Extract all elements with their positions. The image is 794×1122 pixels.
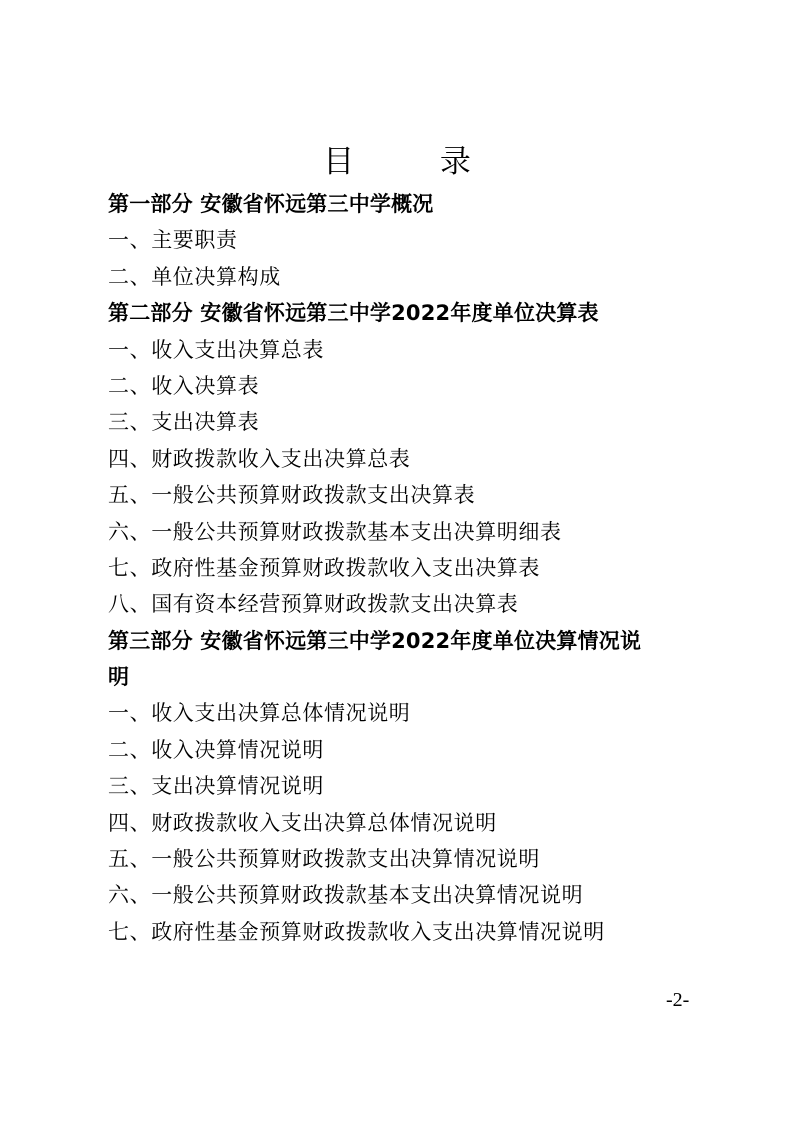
toc-item[interactable]: 四、财政拨款收入支出决算总体情况说明: [108, 810, 497, 835]
table-of-contents: [108, 186, 708, 950]
toc-item[interactable]: 八、国有资本经营预算财政拨款支出决算表: [108, 592, 519, 617]
toc-part-heading[interactable]: 第三部分 安徽省怀远第三中学2022年度单位决算情况说: [108, 628, 642, 653]
toc-part-heading-continuation[interactable]: 明: [108, 665, 130, 690]
toc-item[interactable]: 七、政府性基金预算财政拨款收入支出决算情况说明: [108, 919, 605, 944]
toc-item[interactable]: 二、收入决算表: [108, 373, 260, 398]
toc-item[interactable]: 四、财政拨款收入支出决算总表: [108, 446, 411, 471]
toc-item[interactable]: 三、支出决算表: [108, 410, 260, 435]
toc-item[interactable]: 五、一般公共预算财政拨款支出决算情况说明: [108, 847, 540, 872]
toc-item[interactable]: 二、收入决算情况说明: [108, 737, 324, 762]
toc-item[interactable]: 二、单位决算构成: [108, 264, 281, 289]
toc-part-heading[interactable]: 第一部分 安徽省怀远第三中学概况: [108, 192, 434, 216]
toc-item[interactable]: 一、收入支出决算总体情况说明: [108, 701, 411, 726]
toc-item[interactable]: 五、一般公共预算财政拨款支出决算表: [108, 483, 476, 508]
toc-item[interactable]: 三、支出决算情况说明: [108, 774, 324, 799]
toc-item[interactable]: 六、一般公共预算财政拨款基本支出决算情况说明: [108, 883, 584, 908]
toc-item[interactable]: 六、一般公共预算财政拨款基本支出决算明细表: [108, 519, 562, 544]
page-number: -2-: [666, 989, 690, 1011]
toc-item[interactable]: 一、收入支出决算总表: [108, 337, 324, 362]
toc-item[interactable]: 一、主要职责: [108, 228, 238, 253]
page-title: 目 录: [323, 144, 509, 180]
toc-item[interactable]: 七、政府性基金预算财政拨款收入支出决算表: [108, 555, 540, 580]
toc-part-heading[interactable]: 第二部分 安徽省怀远第三中学2022年度单位决算表: [108, 301, 599, 326]
